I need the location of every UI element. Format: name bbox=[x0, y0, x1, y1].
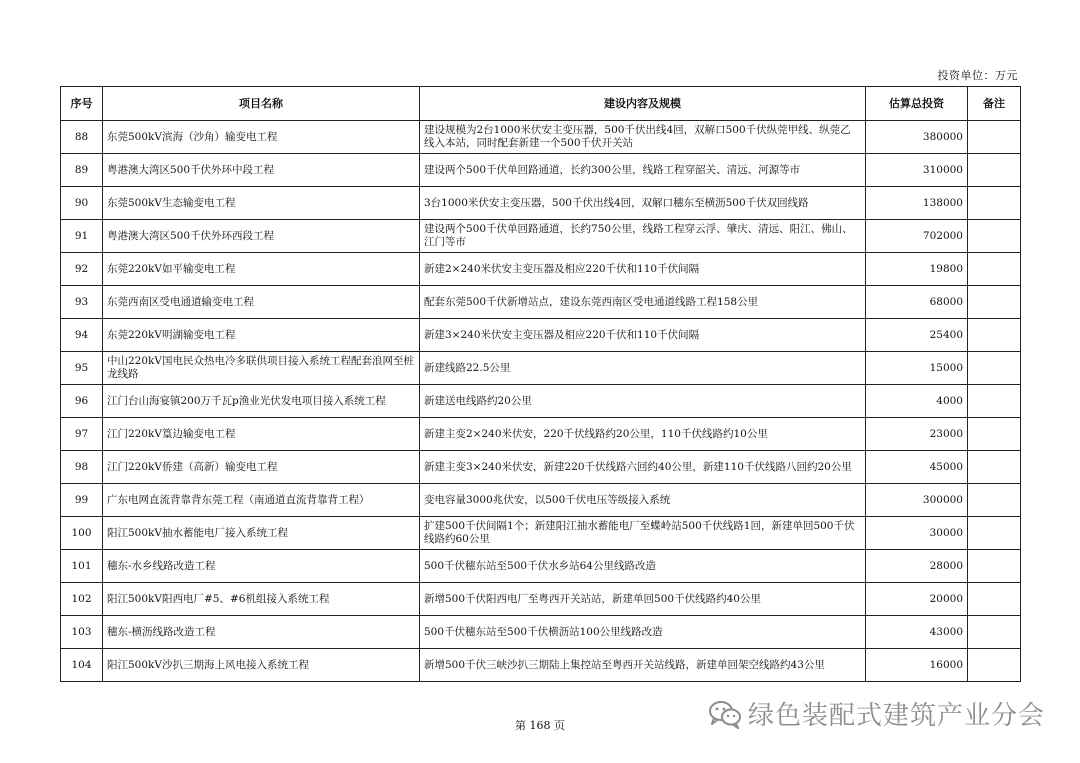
header-note: 备注 bbox=[968, 87, 1021, 121]
cell-investment: 4000 bbox=[866, 385, 968, 418]
cell-investment: 30000 bbox=[866, 517, 968, 550]
cell-note bbox=[968, 550, 1021, 583]
cell-note bbox=[968, 517, 1021, 550]
cell-no: 93 bbox=[61, 286, 103, 319]
cell-scope: 变电容量3000兆伏安，以500千伏电压等级接入系统 bbox=[420, 484, 866, 517]
cell-note bbox=[968, 220, 1021, 253]
cell-investment: 16000 bbox=[866, 649, 968, 682]
cell-scope: 新建3×240米伏安主变压器及相应220千伏和110千伏间隔 bbox=[420, 319, 866, 352]
table-row bbox=[61, 385, 1021, 418]
table-row bbox=[61, 253, 1021, 286]
table-row bbox=[61, 121, 1021, 154]
cell-scope: 配套东莞500千伏新增站点，建设东莞西南区受电通道线路工程158公里 bbox=[420, 286, 866, 319]
wechat-icon bbox=[708, 699, 742, 729]
cell-project-name: 广东电网直流背靠背东莞工程（南通道直流背靠背工程） bbox=[103, 484, 420, 517]
cell-scope: 新增500千伏阳西电厂至粤西开关站站，新建单回500千伏线路约40公里 bbox=[420, 583, 866, 616]
cell-project-name: 东莞220kV如平输变电工程 bbox=[103, 253, 420, 286]
table-row bbox=[61, 220, 1021, 253]
header-investment: 估算总投资 bbox=[866, 87, 968, 121]
cell-no: 92 bbox=[61, 253, 103, 286]
cell-investment: 20000 bbox=[866, 583, 968, 616]
cell-project-name: 东莞220kV明湖输变电工程 bbox=[103, 319, 420, 352]
cell-note bbox=[968, 319, 1021, 352]
cell-note bbox=[968, 286, 1021, 319]
cell-no: 97 bbox=[61, 418, 103, 451]
cell-investment: 28000 bbox=[866, 550, 968, 583]
cell-scope: 建设两个500千伏单回路通道，长约300公里，线路工程穿韶关、清远、河源等市 bbox=[420, 154, 866, 187]
cell-note bbox=[968, 418, 1021, 451]
cell-no: 104 bbox=[61, 649, 103, 682]
cell-project-name: 江门220kV侨建（高新）输变电工程 bbox=[103, 451, 420, 484]
cell-no: 100 bbox=[61, 517, 103, 550]
cell-note bbox=[968, 352, 1021, 385]
cell-project-name: 粤港澳大湾区500千伏外环中段工程 bbox=[103, 154, 420, 187]
cell-scope: 新建线路22.5公里 bbox=[420, 352, 866, 385]
cell-scope: 500千伏穗东站至500千伏水乡站64公里线路改造 bbox=[420, 550, 866, 583]
cell-investment: 45000 bbox=[866, 451, 968, 484]
cell-investment: 310000 bbox=[866, 154, 968, 187]
cell-investment: 23000 bbox=[866, 418, 968, 451]
table-row bbox=[61, 451, 1021, 484]
cell-scope: 建设两个500千伏单回路通道，长约750公里，线路工程穿云浮、肇庆、清远、阳江、佛山、江门等市 bbox=[420, 220, 866, 253]
page-number: 第 168 页 bbox=[515, 719, 565, 732]
cell-investment: 19800 bbox=[866, 253, 968, 286]
cell-note bbox=[968, 616, 1021, 649]
cell-project-name: 东莞500kV滨海（沙角）输变电工程 bbox=[103, 121, 420, 154]
table-header-row bbox=[61, 87, 1021, 121]
cell-investment: 380000 bbox=[866, 121, 968, 154]
cell-project-name: 阳江500kV沙扒三期海上风电接入系统工程 bbox=[103, 649, 420, 682]
table-row bbox=[61, 418, 1021, 451]
cell-project-name: 江门220kV篁边输变电工程 bbox=[103, 418, 420, 451]
cell-no: 99 bbox=[61, 484, 103, 517]
table-row bbox=[61, 616, 1021, 649]
cell-no: 94 bbox=[61, 319, 103, 352]
table-row bbox=[61, 550, 1021, 583]
cell-project-name: 阳江500kV抽水蓄能电厂接入系统工程 bbox=[103, 517, 420, 550]
cell-no: 91 bbox=[61, 220, 103, 253]
cell-scope: 新建主变3×240米伏安，新建220千伏线路六回约40公里，新建110千伏线路八回约20公里 bbox=[420, 451, 866, 484]
cell-no: 95 bbox=[61, 352, 103, 385]
cell-scope: 新建主变2×240米伏安，220千伏线路约20公里，110千伏线路约10公里 bbox=[420, 418, 866, 451]
table-row bbox=[61, 154, 1021, 187]
cell-note bbox=[968, 583, 1021, 616]
cell-note bbox=[968, 649, 1021, 682]
cell-scope: 新建2×240米伏安主变压器及相应220千伏和110千伏间隔 bbox=[420, 253, 866, 286]
header-no: 序号 bbox=[61, 87, 103, 121]
table-row bbox=[61, 583, 1021, 616]
cell-scope: 建设规模为2台1000米伏安主变压器，500千伏出线4回，双解口500千伏纵莞甲线、纵莞乙线入本站，同时配套新建一个500千伏开关站 bbox=[420, 121, 866, 154]
table-body bbox=[61, 121, 1021, 682]
cell-project-name: 粤港澳大湾区500千伏外环西段工程 bbox=[103, 220, 420, 253]
cell-scope: 500千伏穗东站至500千伏横沥站100公里线路改造 bbox=[420, 616, 866, 649]
table-row bbox=[61, 649, 1021, 682]
cell-investment: 300000 bbox=[866, 484, 968, 517]
cell-project-name: 阳江500kV阳西电厂#5、#6机组接入系统工程 bbox=[103, 583, 420, 616]
cell-project-name: 中山220kV国电民众热电冷多联供项目接入系统工程配套浪网至桩龙线路 bbox=[103, 352, 420, 385]
cell-no: 98 bbox=[61, 451, 103, 484]
cell-project-name: 穗东-水乡线路改造工程 bbox=[103, 550, 420, 583]
cell-no: 89 bbox=[61, 154, 103, 187]
table-row bbox=[61, 187, 1021, 220]
cell-note bbox=[968, 484, 1021, 517]
cell-note bbox=[968, 385, 1021, 418]
cell-note bbox=[968, 121, 1021, 154]
watermark bbox=[708, 695, 1045, 732]
cell-project-name: 东莞西南区受电通道输变电工程 bbox=[103, 286, 420, 319]
cell-investment: 68000 bbox=[866, 286, 968, 319]
cell-note bbox=[968, 451, 1021, 484]
table-row bbox=[61, 352, 1021, 385]
cell-investment: 702000 bbox=[866, 220, 968, 253]
cell-project-name: 穗东-横沥线路改造工程 bbox=[103, 616, 420, 649]
cell-scope: 新增500千伏三峡沙扒三期陆上集控站至粤西开关站线路，新建单回架空线路约43公里 bbox=[420, 649, 866, 682]
cell-scope: 3台1000米伏安主变压器，500千伏出线4回，双解口穗东至横沥500千伏双回线路 bbox=[420, 187, 866, 220]
cell-investment: 43000 bbox=[866, 616, 968, 649]
cell-no: 102 bbox=[61, 583, 103, 616]
project-table bbox=[60, 86, 1021, 682]
table-row bbox=[61, 517, 1021, 550]
cell-scope: 扩建500千伏间隔1个；新建阳江抽水蓄能电厂至蝶岭站500千伏线路1回，新建单回500千伏线路约60公里 bbox=[420, 517, 866, 550]
cell-no: 103 bbox=[61, 616, 103, 649]
cell-investment: 138000 bbox=[866, 187, 968, 220]
cell-no: 88 bbox=[61, 121, 103, 154]
table-row bbox=[61, 319, 1021, 352]
cell-project-name: 东莞500kV生态输变电工程 bbox=[103, 187, 420, 220]
cell-investment: 25400 bbox=[866, 319, 968, 352]
cell-project-name: 江门台山海宴镇200万千瓦p渔业光伏发电项目接入系统工程 bbox=[103, 385, 420, 418]
cell-note bbox=[968, 187, 1021, 220]
cell-note bbox=[968, 253, 1021, 286]
table-row bbox=[61, 286, 1021, 319]
watermark-text: 绿色装配式建筑产业分会 bbox=[748, 701, 1046, 731]
cell-note bbox=[968, 154, 1021, 187]
cell-scope: 新建送电线路约20公里 bbox=[420, 385, 866, 418]
cell-no: 90 bbox=[61, 187, 103, 220]
header-scope: 建设内容及规模 bbox=[420, 87, 866, 121]
header-project-name: 项目名称 bbox=[103, 87, 420, 121]
table-row bbox=[61, 484, 1021, 517]
cell-investment: 15000 bbox=[866, 352, 968, 385]
cell-no: 101 bbox=[61, 550, 103, 583]
investment-unit-label: 投资单位：万元 bbox=[937, 69, 1018, 82]
cell-no: 96 bbox=[61, 385, 103, 418]
